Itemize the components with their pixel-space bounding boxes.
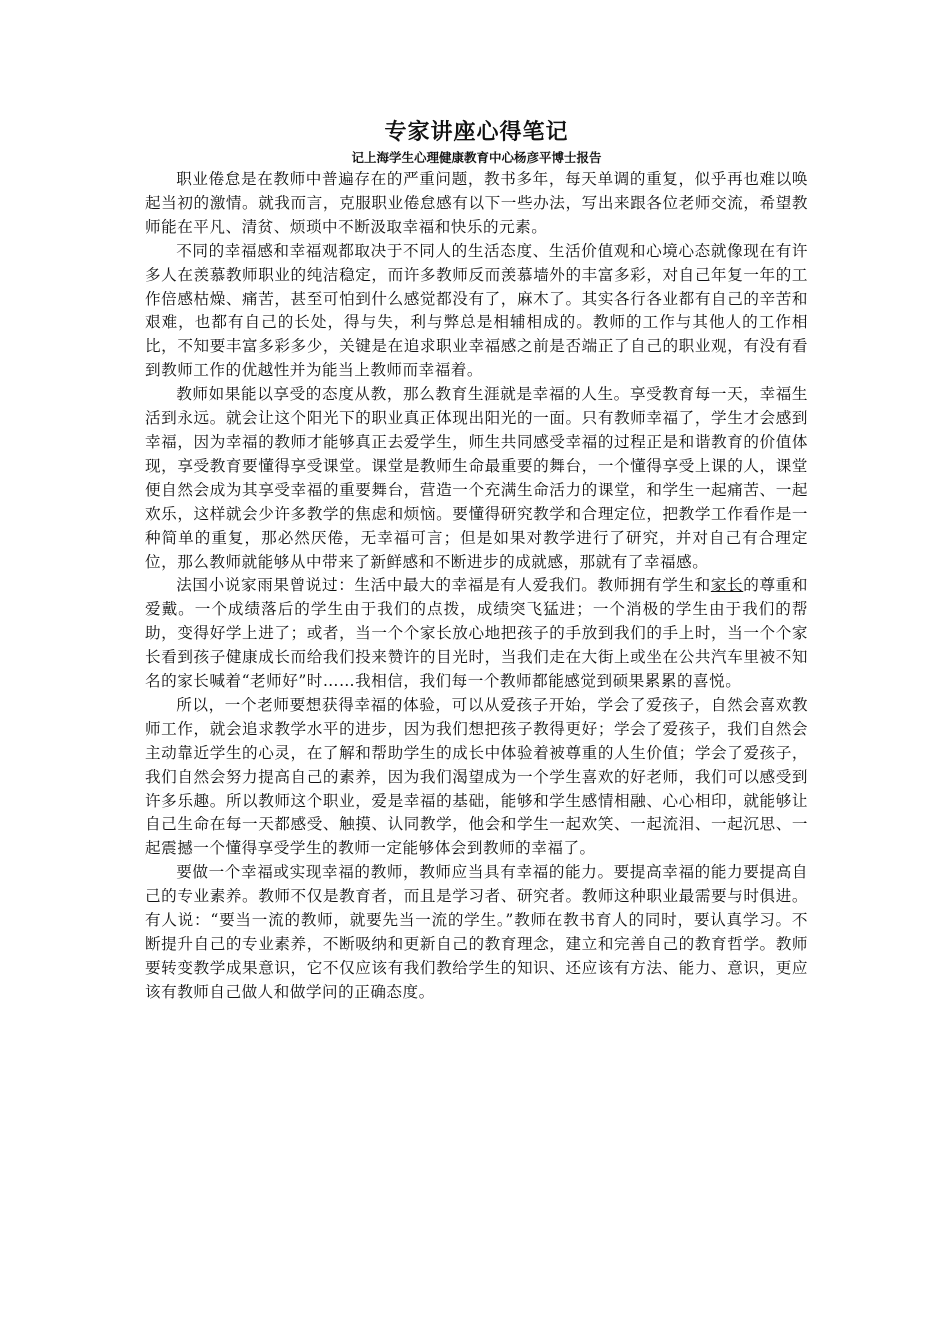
paragraph-4-lead: 法国小说家雨果曾说过：生活中最大的幸福是有人爱我们。教师拥有学生和 bbox=[176, 576, 711, 595]
document-page bbox=[145, 118, 808, 1005]
paragraph-2: 不同的幸福感和幸福观都取决于不同人的生活态度、生活价值观和心境心态就像现在有许多人在羡慕教师职业的纯洁稳定，而许多教师反而羡慕墙外的丰富多彩，对自己年复一年的工作倍感枯燥、痛苦，甚至可怕到什么感觉都没有了，麻木了。其实各行各业都有自己的辛苦和艰难，也都有自己的长处，得与失，利与弊总是相辅相成的。教师的工作与其他人的工作相比，不知要丰富多彩多少，关键是在追求职业幸福感之前是否端正了自己的职业观，有没有看到教师工作的优越性并为能当上教师而幸福着。 bbox=[145, 241, 808, 380]
paragraph-3: 教师如果能以享受的态度从教，那么教育生涯就是幸福的人生。享受教育每一天，幸福生活到永远。就会让这个阳光下的职业真正体现出阳光的一面。只有教师幸福了，学生才会感到幸福，因为幸福的教师才能够真正去爱学生，师生共同感受幸福的过程正是和谐教育的价值体现，享受教育要懂得享受课堂。课堂是教师生命最重要的舞台，一个懂得享受上课的人，课堂便自然会成为其享受幸福的重要舞台，营造一个充满生命活力的课堂，和学生一起痛苦、一起欢乐，这样就会少许多教学的焦虑和烦恼。要懂得研究教学和合理定位，把教学工作看作是一种简单的重复，那必然厌倦，无幸福可言；但是如果对教学进行了研究，并对自己有合理定位，那么教师就能够从中带来了新鲜感和不断进步的成就感，那就有了幸福感。 bbox=[145, 385, 808, 571]
paragraph-5: 所以，一个老师要想获得幸福的体验，可以从爱孩子开始，学会了爱孩子，自然会喜欢教师工作，就会追求教学水平的进步，因为我们想把孩子教得更好；学会了爱孩子，我们自然会主动靠近学生的心灵，在了解和帮助学生的成长中体验着被尊重的人生价值；学会了爱孩子，我们自然会努力提高自己的素养，因为我们渴望成为一个学生喜欢的好老师，我们可以感受到许多乐趣。所以教师这个职业，爱是幸福的基础，能够和学生感情相融、心心相印，就能够让自己生命在每一天都感受、触摸、认同教学，他会和学生一起欢笑、一起流泪、一起沉思、一起震撼一个懂得享受学生的教师一定能够体会到教师的幸福了。 bbox=[145, 695, 808, 858]
paragraph-6: 要做一个幸福或实现幸福的教师，教师应当具有幸福的能力。要提高幸福的能力要提高自己的专业素养。教师不仅是教育者，而且是学习者、研究者。教师这种职业最需要与时俱进。有人说：“要当一流的教师，就要先当一流的学生。”教师在教书育人的同时，要认真学习。不断提升自己的专业素养，不断吸纳和更新自己的教育理念，建立和完善自己的教育哲学。教师要转变教学成果意识，它不仅应该有我们教给学生的知识、还应该有方法、能力、意识，更应该有教师自己做人和做学问的正确态度。 bbox=[145, 863, 808, 1001]
paragraph-1: 职业倦怠是在教师中普遍存在的严重问题，教书多年，每天单调的重复，似乎再也难以唤起当初的激情。就我而言，克服职业倦怠感有以下一些办法，写出来跟各位老师交流，希望教师能在平凡、清贫、烦琐中不断汲取幸福和快乐的元素。 bbox=[145, 170, 808, 236]
paragraph-4 bbox=[145, 574, 808, 694]
paragraph-4-underlined-word: 家长 bbox=[710, 576, 744, 595]
paragraph-4-body: 尊重和爱戴。一个成绩落后的学生由于我们的点拨，成绩突飞猛进；一个消极的学生由于我们的帮助，变得好学上进了；或者，当一个个家长放心地把孩子的手放到我们的手上时，当一个个家长看到孩子健康成长而给我们投来赞许的目光时，当我们走在大街上或坐在公共汽车里被不知名的家长喊着“老师好”时……我相信，我们每一个教师都能感觉到硕果累累的喜悦。 bbox=[145, 576, 808, 691]
document-subtitle: 记上海学生心理健康教育中心杨彦平博士报告 bbox=[351, 150, 602, 165]
document-title: 专家讲座心得笔记 bbox=[384, 120, 569, 145]
paragraph-4-connector: 的 bbox=[743, 576, 760, 595]
